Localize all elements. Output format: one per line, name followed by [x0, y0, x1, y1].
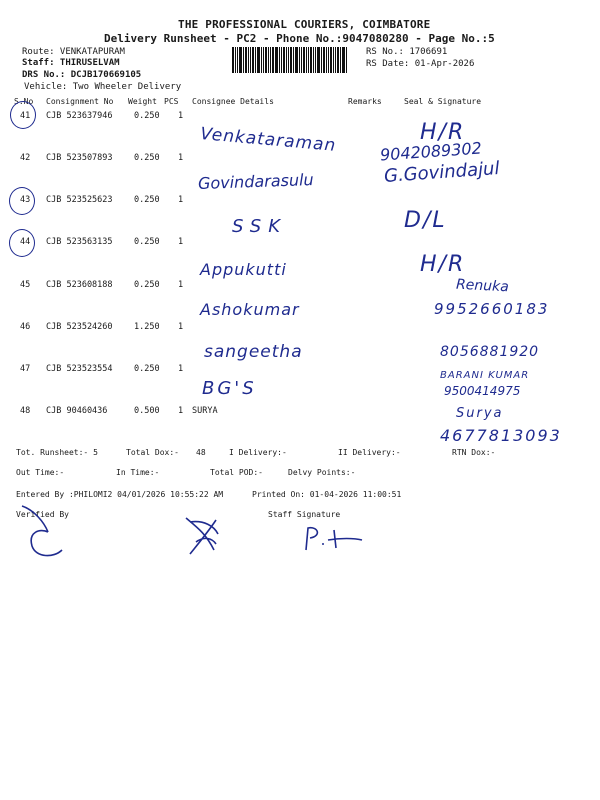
barcode-bar — [310, 47, 312, 73]
company-name: THE PROFESSIONAL COURIERS, COIMBATORE — [178, 18, 431, 31]
row-pcs: 1 — [178, 322, 184, 332]
in-time: In Time:- — [116, 468, 160, 477]
row-weight: 0.250 — [134, 153, 160, 163]
barcode-bar — [290, 47, 292, 73]
handwritten-name: Govindarasulu — [197, 169, 314, 194]
row-pcs: 1 — [178, 153, 184, 163]
barcode-bar — [283, 47, 285, 73]
total-dox-label: Total Dox:- — [126, 448, 179, 457]
barcode-bar — [330, 47, 332, 73]
handwritten-name: SSK — [232, 216, 288, 237]
barcode-bar — [286, 47, 287, 73]
col-remarks: Remarks — [348, 97, 382, 106]
row-consignment: CJB 523523554 — [46, 364, 113, 374]
barcode-bar — [250, 47, 251, 73]
barcode-bar — [335, 47, 336, 73]
staff-signature-mark — [300, 524, 370, 554]
handwritten-seal: 9500414975 — [444, 384, 521, 398]
barcode-bar — [346, 47, 347, 73]
row-weight: 0.250 — [134, 111, 160, 121]
handwritten-seal: 8056881920 — [440, 344, 540, 360]
barcode-bar — [315, 47, 316, 73]
barcode-bar — [232, 47, 234, 73]
ii-delivery: II Delivery:- — [338, 448, 401, 457]
runsheet-title: Delivery Runsheet - PC2 - Phone No.:9047080280 - Page No.:5 — [104, 32, 495, 45]
row-consignment: CJB 90460436 — [46, 406, 108, 416]
handwritten-name: BG'S — [202, 378, 257, 399]
row-sno: 46 — [20, 322, 31, 332]
row-pcs: 1 — [178, 364, 184, 374]
barcode-bar — [252, 47, 254, 73]
row-weight: 1.250 — [134, 322, 160, 332]
row-consignment: CJB 523507893 — [46, 153, 113, 163]
col-pcs: PCS — [164, 97, 179, 106]
barcode-bar — [288, 47, 289, 73]
handwritten-seal: 4677813093 — [440, 426, 562, 445]
barcode-bar — [270, 47, 271, 73]
barcode-bar — [281, 47, 282, 73]
barcode-bar — [257, 47, 260, 73]
barcode-bar — [255, 47, 256, 73]
barcode-bar — [248, 47, 249, 73]
i-delivery: I Delivery:- — [229, 448, 287, 457]
verifier-signature — [14, 500, 74, 562]
barcode-bar — [313, 47, 314, 73]
row-sno: 47 — [20, 364, 31, 374]
row-pcs: 1 — [178, 195, 184, 205]
staff-signature-label: Staff Signature — [268, 510, 341, 519]
rtn-dox: RTN Dox:- — [452, 448, 496, 457]
row-weight: 0.250 — [134, 195, 160, 205]
rs-date: RS Date: 01-Apr-2026 — [366, 59, 475, 69]
barcode-bar — [235, 47, 236, 73]
col-weight: Weight — [128, 97, 157, 106]
barcode-bar — [328, 47, 329, 73]
row-sno: 44 — [20, 237, 31, 247]
vehicle-label: Vehicle: Two Wheeler Delivery — [24, 82, 182, 92]
col-seal: Seal & Signature — [404, 97, 482, 106]
row-consignment: CJB 523525623 — [46, 195, 113, 205]
handwritten-seal: H/R — [420, 252, 466, 277]
barcode-bar — [321, 47, 322, 73]
row-pcs: 1 — [178, 237, 184, 247]
entered-by: Entered By :PHILOMI2 04/01/2026 10:55:22 AM — [16, 490, 224, 499]
out-time: Out Time:- — [16, 468, 65, 477]
barcode-bar — [293, 47, 294, 73]
col-consignment: Consignment No — [46, 97, 114, 106]
barcode-bar — [268, 47, 269, 73]
handwritten-name: Venkataraman — [199, 124, 337, 156]
row-consignment: CJB 523524260 — [46, 322, 113, 332]
col-consignee: Consignee Details — [192, 97, 274, 106]
barcode-bar — [239, 47, 242, 73]
barcode-bar — [263, 47, 264, 73]
pen-circle-mark — [9, 229, 35, 257]
handwritten-name: Ashokumar — [200, 300, 300, 319]
col-sno: S.No — [14, 97, 34, 106]
drs-label: DRS No.: DCJB170669105 — [22, 70, 142, 80]
barcode-bar — [245, 47, 247, 73]
barcode-bar — [237, 47, 238, 73]
row-consignment: CJB 523608188 — [46, 280, 113, 290]
staff-label: Staff: THIRUSELVAM — [22, 58, 120, 68]
verified-by-label: Verified By — [16, 510, 69, 519]
barcode-bar — [295, 47, 298, 73]
route-label: Route: VENKATAPURAM — [22, 47, 125, 57]
barcode — [232, 47, 362, 73]
handwritten-seal: Surya — [456, 406, 504, 421]
row-pcs: 1 — [178, 406, 184, 416]
row-consignment: CJB 523637946 — [46, 111, 113, 121]
row-sno: 43 — [20, 195, 31, 205]
row-sno: 41 — [20, 111, 31, 121]
delvy-points: Delvy Points:- — [288, 468, 356, 477]
barcode-bar — [265, 47, 267, 73]
handwritten-name: sangeetha — [204, 342, 303, 362]
barcode-bar — [275, 47, 278, 73]
total-runsheet: Tot. Runsheet:- 5 — [16, 448, 98, 457]
handwritten-seal: 9042089302 — [379, 138, 483, 165]
printed-on: Printed On: 01-04-2026 11:00:51 — [252, 490, 402, 499]
barcode-bar — [340, 47, 341, 73]
barcode-bar — [261, 47, 262, 73]
handwritten-seal: Renuka — [455, 276, 510, 296]
barcode-bar — [317, 47, 320, 73]
barcode-bar — [326, 47, 327, 73]
row-consignment: CJB 523563135 — [46, 237, 113, 247]
row-consignee: SURYA — [192, 406, 218, 416]
handwritten-name: Appukutti — [200, 260, 287, 279]
barcode-bar — [243, 47, 244, 73]
handwritten-seal: G.Govindajul — [383, 157, 501, 188]
barcode-bar — [279, 47, 280, 73]
pen-circle-mark — [9, 187, 35, 215]
handwritten-seal: 9952660183 — [434, 300, 550, 318]
total-dox-value: 48 — [196, 448, 206, 457]
barcode-bar — [333, 47, 334, 73]
handwritten-seal: D/L — [404, 208, 447, 233]
barcode-bar — [303, 47, 305, 73]
handwritten-seal: BARANI KUMAR — [440, 370, 530, 381]
row-weight: 0.250 — [134, 237, 160, 247]
barcode-bar — [323, 47, 325, 73]
barcode-bar — [306, 47, 307, 73]
row-sno: 48 — [20, 406, 31, 416]
pen-circle-mark — [10, 101, 36, 129]
total-pod: Total POD:- — [210, 468, 263, 477]
barcode-bar — [301, 47, 302, 73]
barcode-bar — [308, 47, 309, 73]
row-weight: 0.500 — [134, 406, 160, 416]
staff-initial-signature — [176, 512, 236, 562]
barcode-bar — [272, 47, 274, 73]
row-sno: 45 — [20, 280, 31, 290]
barcode-bar — [342, 47, 345, 73]
handwritten-seal: H/R — [420, 120, 466, 145]
row-pcs: 1 — [178, 280, 184, 290]
row-pcs: 1 — [178, 111, 184, 121]
row-weight: 0.250 — [134, 280, 160, 290]
rs-number: RS No.: 1706691 — [366, 47, 448, 57]
row-weight: 0.250 — [134, 364, 160, 374]
barcode-bar — [337, 47, 339, 73]
row-sno: 42 — [20, 153, 31, 163]
barcode-bar — [299, 47, 300, 73]
